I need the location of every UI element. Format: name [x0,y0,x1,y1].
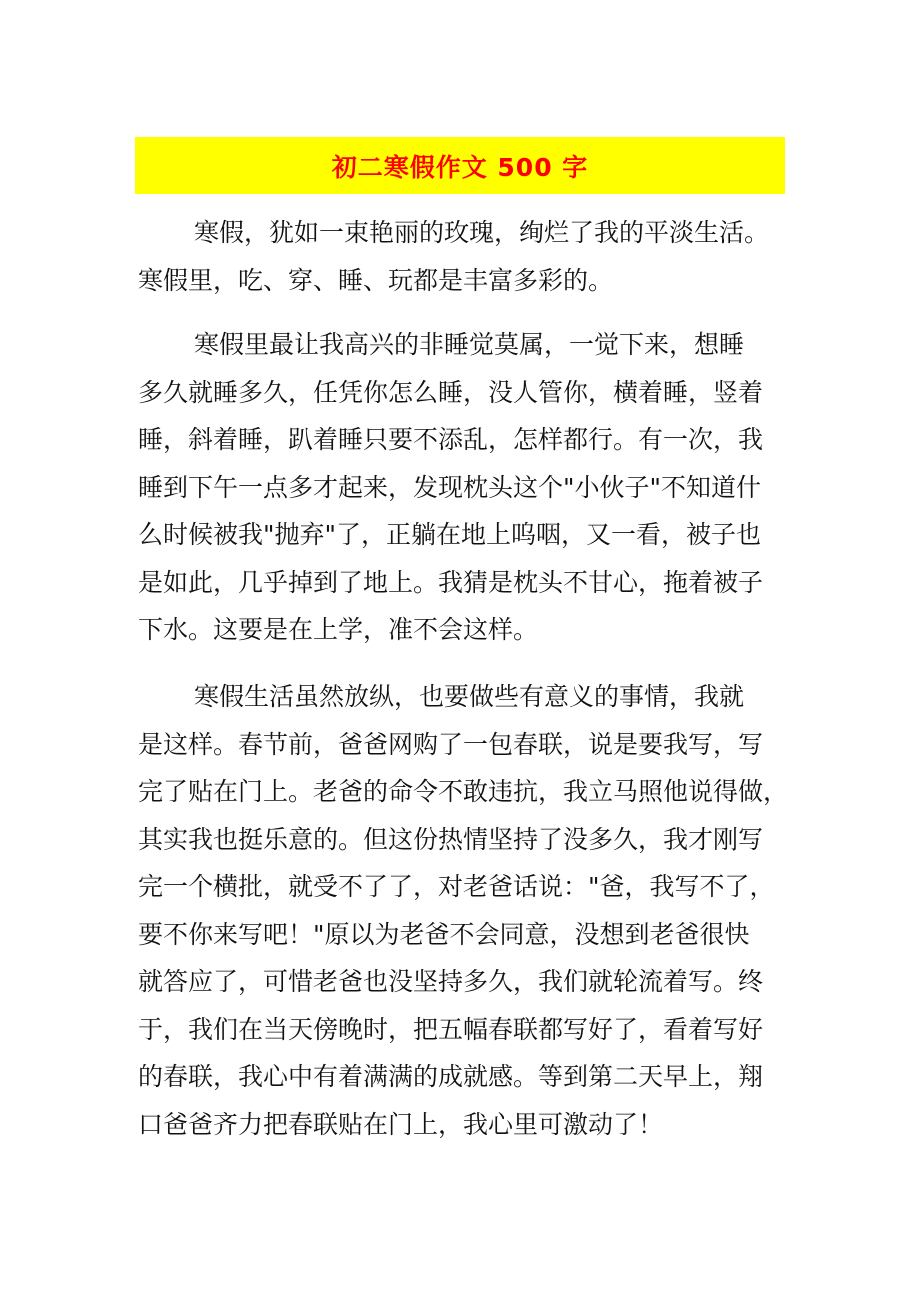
paragraph-line: 是如此，几乎掉到了地上。我猜是枕头不甘心，拖着被子 [138,567,764,597]
paragraph-line: 口爸爸齐力把春联贴在门上，我心里可激动了！ [138,1109,664,1139]
title-banner [135,137,785,194]
paragraph-3 [138,673,788,1148]
paragraph-line: 多久就睡多久，任凭你怎么睡，没人管你，横着睡，竖着 [138,377,764,407]
paragraph-line: 是这样。春节前，爸爸网购了一包春联，说是要我写，写 [138,729,764,759]
paragraph-line: 么时候被我"抛弃"了，正躺在地上呜咽，又一看，被子也 [138,520,762,549]
paragraph-line: 寒假里，吃、穿、睡、玩都是丰富多彩的。 [138,265,614,295]
paragraph-line: 睡到下午一点多才起来，发现枕头这个"小伙子"不知道什 [138,472,762,502]
paragraph-line: 要不你来写吧！"原以为老爸不会同意，没想到老爸很快 [138,919,750,949]
paragraph-1 [138,209,788,304]
paragraph-line: 下水。这要是在上学，准不会这样。 [138,615,539,644]
paragraph-line: 睡，斜着睡，趴着睡只要不添乱，怎样都行。有一次，我 [138,425,764,454]
document-title: 初二寒假作文 500 字 [331,152,589,182]
paragraph-line: 完一个横批，就受不了了，对老爸话说："爸，我写不了， [138,872,775,901]
paragraph-line: 完了贴在门上。老爸的命令不敢违抗，我立马照他说得做， [138,777,789,806]
paragraph-line: 寒假生活虽然放纵，也要做些有意义的事情，我就 [194,682,745,711]
paragraph-line: 于，我们在当天傍晚时，把五幅春联都写好了，看着写好 [138,1014,764,1044]
paragraph-line: 的春联，我心中有着满满的成就感。等到第二天早上，翔 [138,1062,764,1091]
paragraph-line: 其实我也挺乐意的。但这份热情坚持了没多久，我才刚写 [138,824,764,854]
paragraph-line: 寒假里最让我高兴的非睡觉莫属，一觉下来，想睡 [194,330,745,359]
paragraph-line: 寒假，犹如一束艳丽的玫瑰，绚烂了我的平淡生活。 [194,218,770,247]
paragraph-line: 就答应了，可惜老爸也没坚持多久，我们就轮流着写。终 [138,967,764,996]
paragraph-2 [138,321,788,654]
